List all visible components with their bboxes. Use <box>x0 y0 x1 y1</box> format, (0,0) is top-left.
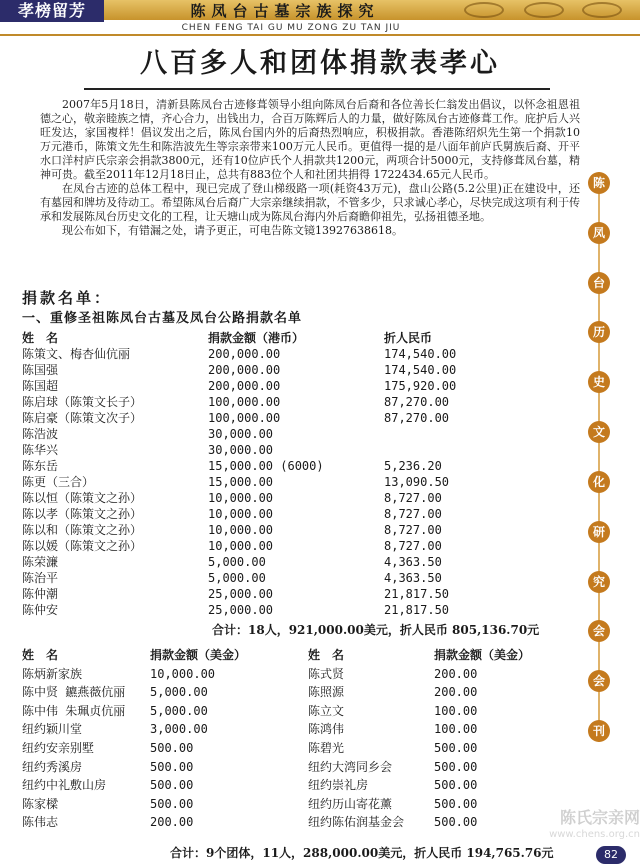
title-divider <box>84 88 550 90</box>
table-cell: 30,000.00 <box>208 443 274 457</box>
table-cell: 纽约陈佑润基金会 <box>308 815 405 830</box>
table-row <box>22 586 582 602</box>
intro-paragraph: 2007年5月18日，清新县陈凤台古迹修葺领导小组向陈凤台后裔和各位善长仁翁发出倡议，以怀念祖恩祖德之心，敬亲睦族之情，齐心合力，出钱出力，合百万陈辉后人的力量，做好陈凤台古迹修葺工作。庇护后人兴旺发达，家国複样！倡议发出之后，陈凤台国内外的后裔热烈响应，积极捐款。香港陈绍炽先生第一个捐款10万元港币，陈策文先生和陈浩波先生等宗亲带来100万元人民币。更值得一提的是八面年前庐氏舅族后裔、开平水口洋村庐氏宗亲会捐款3800元，还有10位庐氏个人捐款共1200元，两项合计5000元，支持修葺凤台墓，精神可贵。截至2011年12月18日止，总共有883位个人和社团共捐得 1722434.65元人民币。 <box>40 98 580 181</box>
table-cell: 陈华兴 <box>22 443 59 457</box>
side-banner-char: 究 <box>588 571 610 593</box>
side-banner-char: 研 <box>588 521 610 543</box>
magazine-pinyin: CHEN FENG TAI GU MU ZONG ZU TAN JIU <box>181 23 401 33</box>
section1-total: 合计：18人，921,000.00美元，折人民币 805,136.70元 <box>212 623 540 637</box>
table-row <box>22 490 582 506</box>
table-cell: 100.00 <box>434 722 478 737</box>
table-cell: 21,817.50 <box>384 603 450 617</box>
table-cell: 25,000.00 <box>208 587 274 601</box>
table-cell: 陈荣濂 <box>22 555 59 569</box>
table-cell: 174,540.00 <box>384 347 457 361</box>
section-tag: 孝榜留芳 <box>0 0 104 22</box>
table-cell: 8,727.00 <box>384 523 442 537</box>
table-cell: 纽约颖川堂 <box>22 722 83 737</box>
table-row <box>22 506 582 522</box>
cloud-ornament-icon <box>524 2 564 18</box>
donation-table-usd <box>22 646 582 832</box>
table-cell: 陈以孝（陈策文之孙） <box>22 507 143 521</box>
side-banner-char: 凤 <box>588 222 610 244</box>
table-cell: 5,000.00 <box>150 703 208 718</box>
magazine-title: 陈凤台古墓宗族探究 <box>190 2 380 20</box>
table-cell: 陈中贤 鑣燕薇伉丽 <box>22 685 126 700</box>
intro-paragraph: 在凤台古迹的总体工程中，现已完成了登山梯级路一项(耗资43万元)，盘山公路(5.2公里)正在建设中，还有墓园和牌坊及待动工。希望陈凤台后裔广大宗亲继续捐款，不管多少，只求诚心孝心，尽快完成这项有利于传承和发展陈凤台历史文化的工程，让天塘山成为陈凤台海内外后裔瞻仰祖先，弘扬祖德圣地。 <box>40 182 580 223</box>
table-cell: 陈仲安 <box>22 603 59 617</box>
table-header-row <box>22 646 582 665</box>
table-cell: 纽约安亲别墅 <box>22 740 95 755</box>
table-row <box>22 702 582 721</box>
page-header <box>0 0 640 36</box>
table-cell: 500.00 <box>150 759 194 774</box>
table-cell: 5,236.20 <box>384 459 442 473</box>
table-cell: 陈以恒（陈策文之孙） <box>22 491 143 505</box>
table-cell: 100,000.00 <box>208 395 281 409</box>
table-row <box>22 362 582 378</box>
table-cell: 8,727.00 <box>384 491 442 505</box>
table-cell: 500.00 <box>150 740 194 755</box>
column-header: 捐款金额（美金） <box>434 648 531 662</box>
table-row <box>22 522 582 538</box>
table-row <box>22 720 582 739</box>
table-cell: 87,270.00 <box>384 411 450 425</box>
site-watermark <box>520 808 640 844</box>
table-row <box>22 602 582 618</box>
table-cell: 500.00 <box>434 778 478 793</box>
table-cell: 10,000.00 <box>208 539 274 553</box>
table-row <box>22 570 582 586</box>
table-cell: 200,000.00 <box>208 379 281 393</box>
table-cell: 13,090.50 <box>384 475 450 489</box>
table-cell: 10,000.00 <box>150 666 216 681</box>
table-cell: 200.00 <box>150 815 194 830</box>
table-cell: 陈更（三合） <box>22 475 95 489</box>
table-cell: 陈国强 <box>22 363 59 377</box>
table-cell: 8,727.00 <box>384 539 442 553</box>
section1-heading: 一、重修圣祖陈凤台古墓及凤台公路捐款名单 <box>22 311 303 326</box>
column-header: 姓 名 <box>22 648 59 662</box>
table-row <box>22 813 582 832</box>
table-cell: 陈炳新家族 <box>22 666 83 681</box>
table-cell: 陈以媛（陈策文之孙） <box>22 539 143 553</box>
table-cell: 10,000.00 <box>208 507 274 521</box>
table-cell: 陈照源 <box>308 685 345 700</box>
table-cell: 5,000.00 <box>150 685 208 700</box>
table-cell: 200,000.00 <box>208 347 281 361</box>
table-cell: 纽约历山寄花薰 <box>308 796 393 811</box>
column-header: 折人民币 <box>384 331 433 345</box>
table-cell: 陈以和（陈策文之孙） <box>22 523 143 537</box>
table-cell: 500.00 <box>434 796 478 811</box>
table-cell: 4,363.50 <box>384 571 442 585</box>
section2-total: 合计：9个团体，11人，288,000.00美元，折人民币 194,765.76元 <box>170 846 554 860</box>
table-cell: 陈治平 <box>22 571 59 585</box>
table-cell: 30,000.00 <box>208 427 274 441</box>
table-row <box>22 665 582 684</box>
table-cell: 纽约中礼敷山房 <box>22 778 107 793</box>
table-cell: 陈仲潮 <box>22 587 59 601</box>
donation-table-hkd <box>22 330 582 618</box>
table-cell: 87,270.00 <box>384 395 450 409</box>
table-cell: 陈国超 <box>22 379 59 393</box>
side-banner-char: 会 <box>588 670 610 692</box>
table-cell: 200.00 <box>434 666 478 681</box>
table-cell: 10,000.00 <box>208 523 274 537</box>
table-row <box>22 538 582 554</box>
table-cell: 陈启豪（陈策文次子） <box>22 411 143 425</box>
table-row <box>22 758 582 777</box>
table-cell: 3,000.00 <box>150 722 208 737</box>
column-header: 姓 名 <box>308 648 345 662</box>
table-cell: 纽约秀溪房 <box>22 759 83 774</box>
table-cell: 陈东岳 <box>22 459 59 473</box>
table-row <box>22 442 582 458</box>
side-banner-char: 刊 <box>588 720 610 742</box>
intro-paragraph: 现公布如下，有错漏之处，请予更正，可电告陈文镜13927638618。 <box>62 224 403 237</box>
watermark-url: www.chens.org.cn <box>549 829 640 840</box>
table-row <box>22 394 582 410</box>
article-title: 八百多人和团体捐款表孝心 <box>140 48 500 79</box>
table-cell: 100.00 <box>434 703 478 718</box>
table-row <box>22 776 582 795</box>
table-row <box>22 410 582 426</box>
table-cell: 5,000.00 <box>208 571 266 585</box>
table-cell: 200.00 <box>434 685 478 700</box>
table-cell: 陈策文、梅杏仙伉丽 <box>22 347 131 361</box>
table-cell: 4,363.50 <box>384 555 442 569</box>
side-banner-char: 历 <box>588 321 610 343</box>
table-row <box>22 795 582 814</box>
table-cell: 500.00 <box>434 740 478 755</box>
table-cell: 10,000.00 <box>208 491 274 505</box>
table-cell: 15,000.00 <box>208 475 274 489</box>
table-cell: 15,000.00 (6000) <box>208 459 324 473</box>
donation-list-heading: 捐款名单： <box>22 289 113 307</box>
side-banner-char: 陈 <box>588 172 610 194</box>
table-cell: 21,817.50 <box>384 587 450 601</box>
table-cell: 500.00 <box>434 815 478 830</box>
table-header-row <box>22 330 582 346</box>
table-row <box>22 554 582 570</box>
table-cell: 175,920.00 <box>384 379 457 393</box>
table-cell: 纽约崇礼房 <box>308 778 369 793</box>
article-intro <box>40 98 580 270</box>
table-row <box>22 739 582 758</box>
table-cell: 陈鸿伟 <box>308 722 345 737</box>
table-cell: 陈家樑 <box>22 796 59 811</box>
cloud-ornament-icon <box>582 2 622 18</box>
side-banner-char: 化 <box>588 471 610 493</box>
table-cell: 陈浩波 <box>22 427 59 441</box>
table-cell: 陈碧光 <box>308 740 345 755</box>
table-row <box>22 346 582 362</box>
table-cell: 100,000.00 <box>208 411 281 425</box>
table-cell: 纽约大湾同乡会 <box>308 759 393 774</box>
table-cell: 5,000.00 <box>208 555 266 569</box>
table-row <box>22 426 582 442</box>
table-cell: 500.00 <box>150 796 194 811</box>
table-cell: 25,000.00 <box>208 603 274 617</box>
table-cell: 陈中伟 朱珮贞伉丽 <box>22 703 126 718</box>
side-banner-char: 台 <box>588 272 610 294</box>
page-number: 82 <box>596 846 626 864</box>
watermark-text: 陈氏宗亲网 <box>559 808 640 827</box>
cloud-ornament-icon <box>464 2 504 18</box>
table-cell: 陈启球（陈策文长子） <box>22 395 143 409</box>
table-cell: 200,000.00 <box>208 363 281 377</box>
table-row <box>22 378 582 394</box>
table-row <box>22 474 582 490</box>
column-header: 捐款金额（美金） <box>150 648 247 662</box>
table-cell: 500.00 <box>150 778 194 793</box>
table-cell: 陈伟志 <box>22 815 59 830</box>
column-header: 姓 名 <box>22 331 59 345</box>
table-cell: 174,540.00 <box>384 363 457 377</box>
side-banner-char: 史 <box>588 371 610 393</box>
side-banner <box>585 172 613 742</box>
column-header: 捐款金额（港币） <box>208 331 305 345</box>
table-cell: 陈式贤 <box>308 666 345 681</box>
side-banner-char: 文 <box>588 421 610 443</box>
table-row <box>22 458 582 474</box>
side-banner-char: 会 <box>588 620 610 642</box>
table-cell: 500.00 <box>434 759 478 774</box>
table-row <box>22 683 582 702</box>
table-cell: 8,727.00 <box>384 507 442 521</box>
table-cell: 陈立文 <box>308 703 345 718</box>
